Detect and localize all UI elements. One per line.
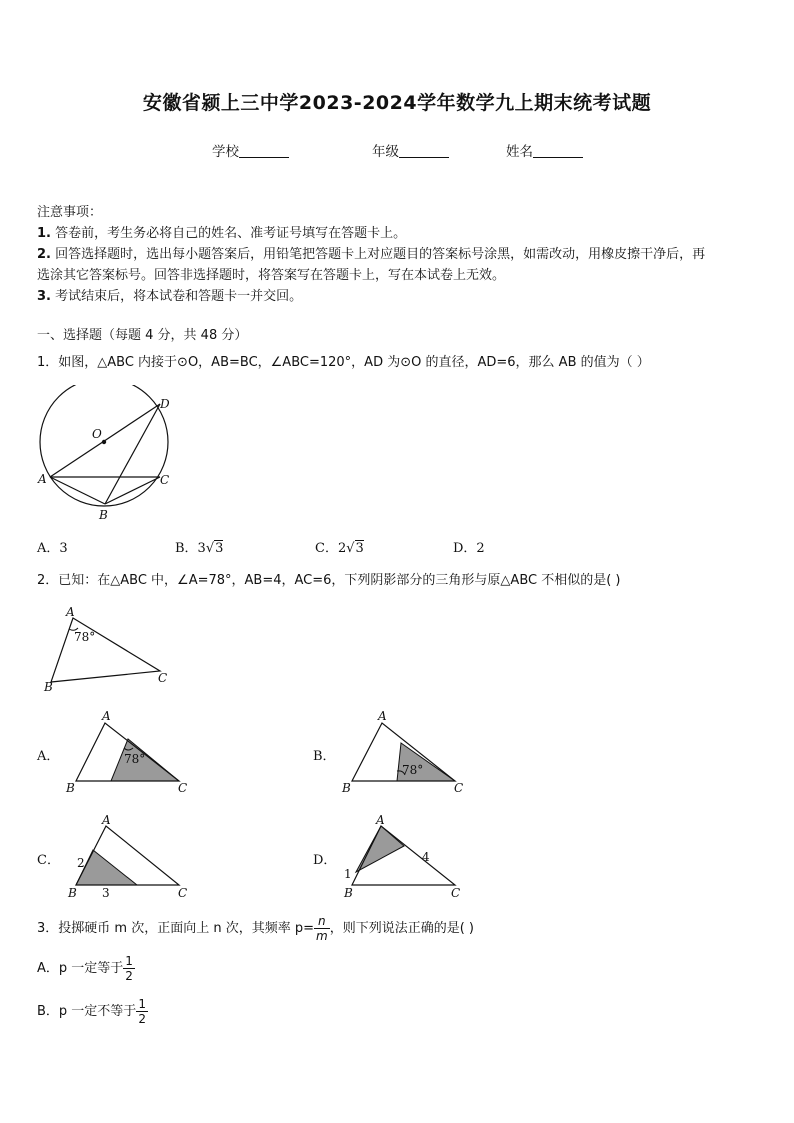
label-A: A [102, 813, 111, 827]
q1-option-a[interactable]: A．3 [37, 541, 68, 556]
question-3-stem: 3．投掷硬币 m 次，正面向上 n 次，其频率 p= $\frac{n}{m}$ ，则下列说法正确的是( ) [37, 914, 474, 943]
q1-option-d[interactable]: D．2 [453, 541, 485, 556]
section-heading: 一、选择题（每题 4 分，共 48 分） [37, 328, 248, 343]
question-2-stem: 2．已知：在△ABC 中，∠A=78°，AB=4，AC=6，下列阴影部分的三角形与原△ABC 不相似的是( ) [37, 573, 621, 588]
label-A: A [376, 813, 385, 827]
school-field[interactable] [212, 140, 289, 160]
name-field[interactable] [506, 140, 583, 160]
label-C: C [451, 886, 461, 900]
notice-item: 2. 回答选择题时，选出每小题答案后，用铅笔把答题卡上对应题目的答案标号涂黑，如需改动，用橡皮擦干净后，再 [37, 247, 706, 262]
angle-label: 78° [74, 630, 96, 644]
question-1-stem: 1．如图，△ABC 内接于⊙O，AB=BC，∠ABC=120°，AD 为⊙O 的直径，AD=6，那么 AB 的值为（ ） [37, 355, 650, 370]
label-C: C [160, 473, 170, 487]
school-label: 学校 [212, 144, 239, 160]
grade-field[interactable] [372, 140, 449, 160]
angle-label: 78° [402, 763, 424, 777]
label-C: C [158, 671, 168, 685]
q2-main-triangle [40, 600, 180, 695]
fraction-one-half: $\frac{1}{2}$ [138, 997, 146, 1026]
notice-heading: 注意事项： [37, 205, 103, 220]
side-label-3: 3 [102, 886, 110, 900]
label-B: B [342, 781, 351, 795]
q2-option-b[interactable]: B． [313, 749, 336, 764]
q2-option-c[interactable]: C． [37, 853, 60, 868]
q2-option-b-figure[interactable] [338, 708, 478, 798]
label-B: B [68, 886, 77, 900]
q2-option-a-figure[interactable] [62, 708, 202, 798]
q3-option-a[interactable]: A．p 一定等于 $\frac{1}{2}$ [37, 954, 133, 983]
q1-option-b[interactable]: B．3√3 [175, 541, 224, 556]
page-title: 安徽省颍上三中学2023-2024学年数学九上期末统考试题 [142, 92, 652, 114]
label-O: O [92, 427, 102, 441]
side-label-4: 4 [422, 850, 430, 864]
notice-block [37, 202, 762, 307]
label-C: C [178, 886, 188, 900]
grade-blank[interactable] [399, 144, 449, 158]
q2-option-d-figure[interactable] [338, 813, 478, 903]
notice-item: 选涂其它答案标号。回答非选择题时，将答案写在答题卡上，写在本试卷上无效。 [37, 268, 506, 283]
label-A: A [66, 605, 75, 619]
side-label-2: 2 [77, 856, 85, 870]
fraction-one-half: $\frac{1}{2}$ [125, 954, 133, 983]
school-blank[interactable] [239, 144, 289, 158]
label-C: C [178, 781, 188, 795]
notice-item: 3. 考试结束后，将本试卷和答题卡一并交回。 [37, 289, 303, 304]
label-A: A [38, 472, 47, 486]
label-A: A [378, 709, 387, 723]
notice-item: 1. 答卷前，考生务必将自己的姓名、准考证号填写在答题卡上。 [37, 226, 407, 241]
label-B: B [99, 508, 108, 522]
q3-option-b[interactable]: B．p 一定不等于 $\frac{1}{2}$ [37, 997, 146, 1026]
fraction-n-over-m: $\frac{n}{m}$ [315, 914, 328, 943]
name-label: 姓名 [506, 144, 533, 160]
q1-circle-figure [30, 385, 190, 525]
q1-option-c[interactable]: C．2√3 [315, 541, 364, 556]
q2-option-c-figure[interactable] [62, 813, 202, 903]
side-label-1: 1 [344, 867, 352, 881]
q2-option-d[interactable]: D． [313, 853, 337, 868]
grade-label: 年级 [372, 144, 399, 160]
label-B: B [66, 781, 75, 795]
label-D: D [160, 397, 170, 411]
label-B: B [344, 886, 353, 900]
name-blank[interactable] [533, 144, 583, 158]
q2-option-a[interactable]: A． [37, 749, 60, 764]
angle-label: 78° [124, 752, 146, 766]
label-C: C [454, 781, 464, 795]
label-A: A [102, 709, 111, 723]
label-B: B [44, 680, 53, 694]
